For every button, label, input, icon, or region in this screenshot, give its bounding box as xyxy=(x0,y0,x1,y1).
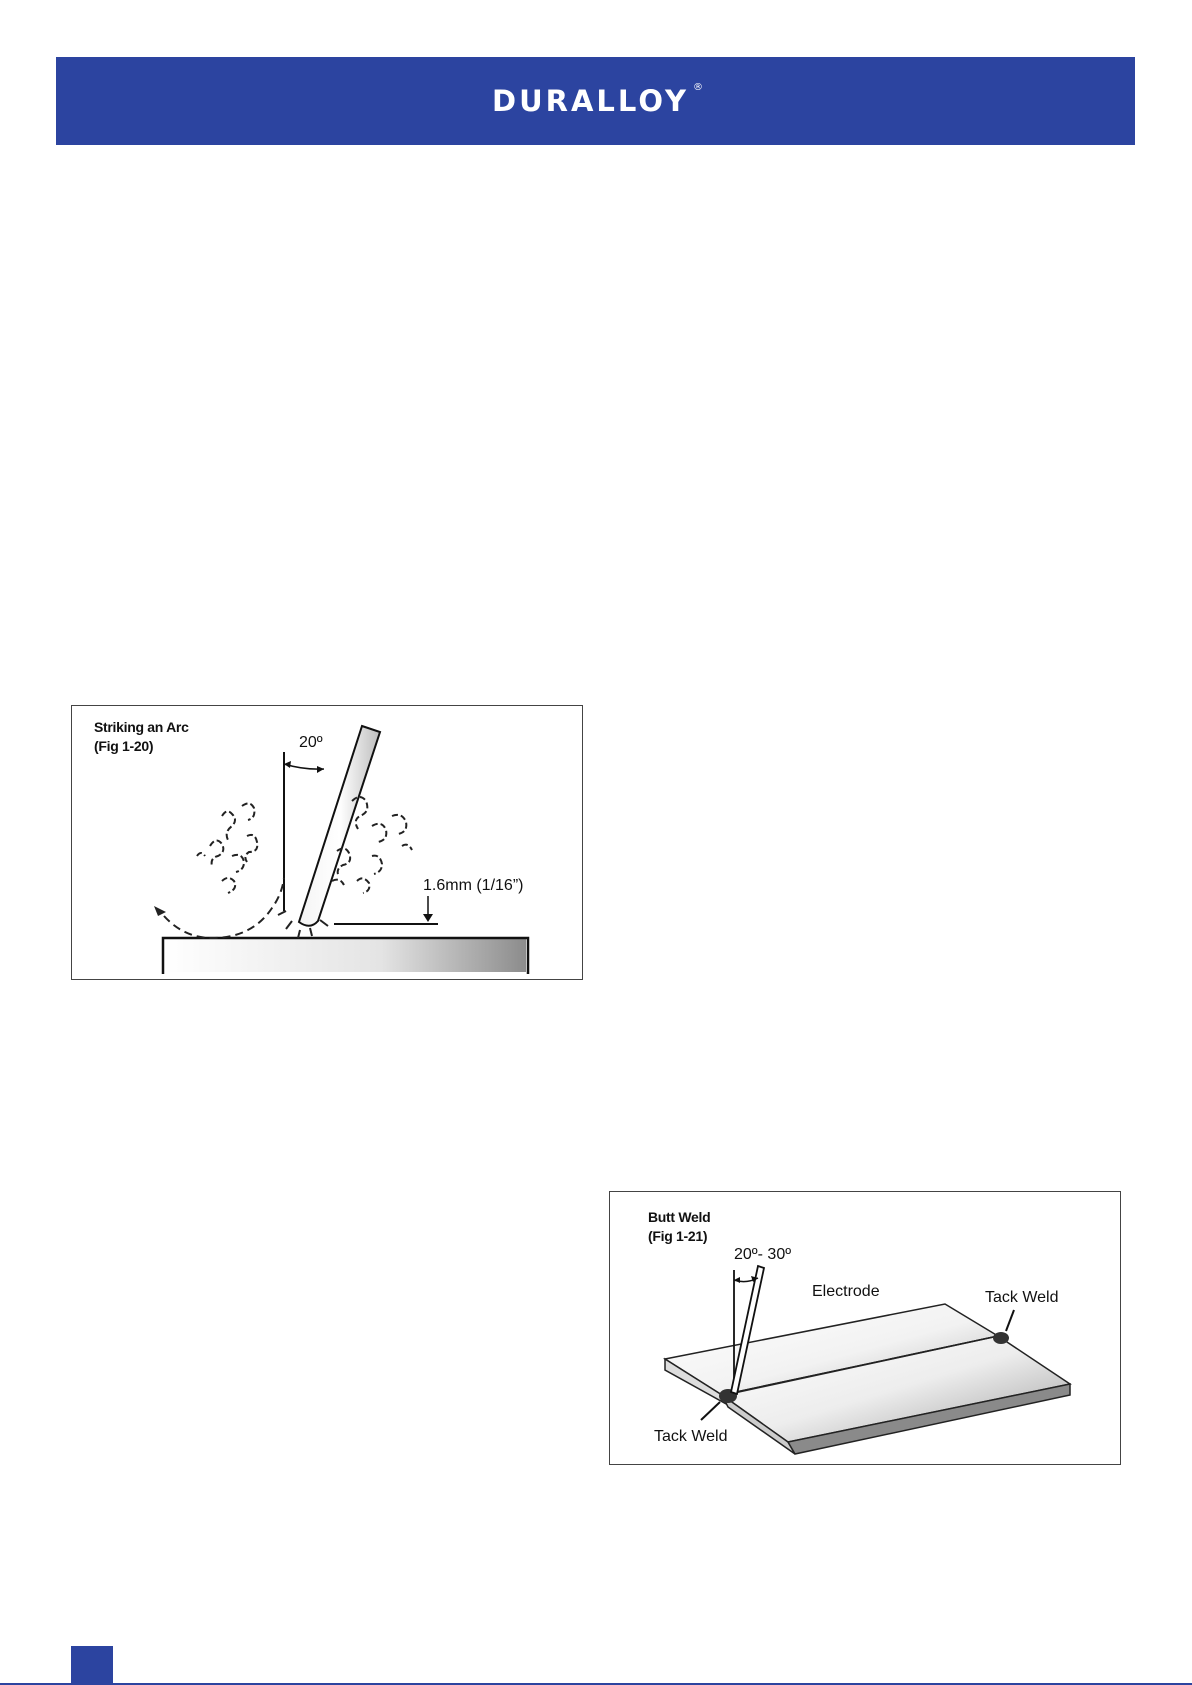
figure-butt-weld xyxy=(609,1191,1121,1465)
tack-weld-left-label: Tack Weld xyxy=(654,1428,728,1445)
angle-label: 20º- 30º xyxy=(734,1246,792,1263)
figure-title-line-2: (Fig 1-21) xyxy=(648,1228,708,1244)
tack-weld-right-label: Tack Weld xyxy=(985,1289,1059,1306)
figure-striking-an-arc xyxy=(71,705,583,980)
page-header xyxy=(56,57,1135,145)
figure-title xyxy=(94,718,189,756)
brand-name: DURALLOY xyxy=(492,84,689,118)
electrode-label: Electrode xyxy=(812,1283,880,1300)
figure-title-line-1: Striking an Arc xyxy=(94,719,189,735)
gap-label: 1.6mm (1/16”) xyxy=(423,877,524,894)
angle-label: 20º xyxy=(299,734,323,751)
figure-title xyxy=(648,1208,710,1246)
figure-title-line-1: Butt Weld xyxy=(648,1209,711,1225)
figure-title-line-2: (Fig 1-20) xyxy=(94,738,154,754)
page-number-tab xyxy=(71,1646,113,1685)
registered-mark: ® xyxy=(692,82,703,93)
brand-logo xyxy=(492,82,703,118)
